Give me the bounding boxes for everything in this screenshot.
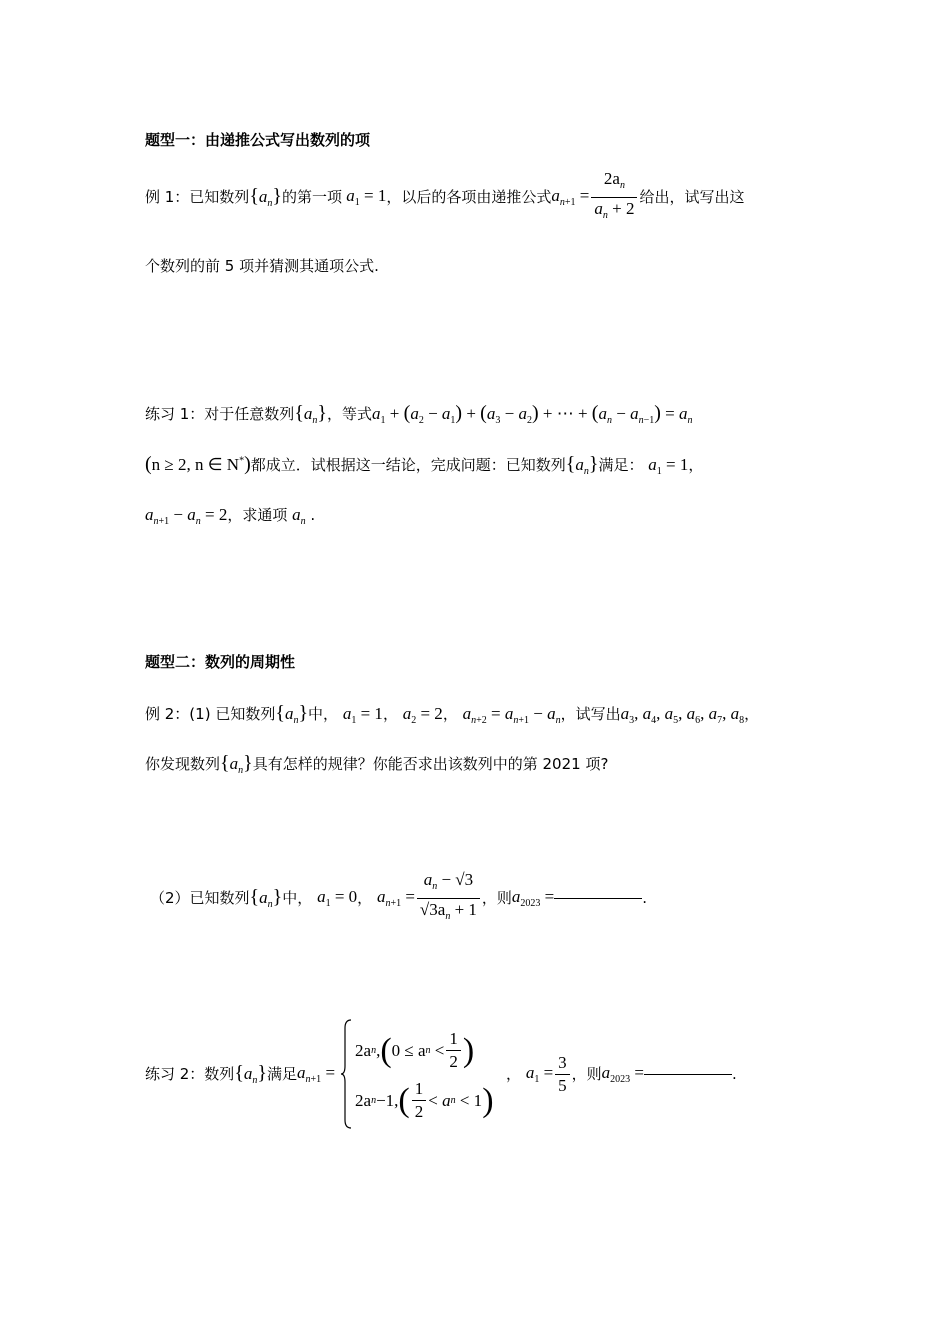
a2023: $a_{2023}$ = bbox=[511, 886, 555, 909]
part2-prefix: （2）已知数列 bbox=[150, 888, 250, 907]
example2-prefix: 例 2：(1) 已知数列 bbox=[145, 705, 276, 723]
a2-eq: $a_2 = 2$ bbox=[402, 704, 443, 726]
recurrence-fraction: $\frac{a_n - √3}{√3a_n + 1}$ bbox=[417, 869, 480, 928]
example2-line2: 你发现数列$\{a_n\}$具有怎样的规律？你能否求出该数列中的第 2021 项? bbox=[145, 752, 609, 776]
example1-first-term-text: 的第一项 bbox=[282, 187, 343, 206]
a1-fraction: $\frac{3}{5}$ bbox=[555, 1052, 570, 1097]
example2-line1: 例 2：(1) 已知数列$\{a_n\}$中， $a_1 = 1$， $a_2 = 2$， $a_{n+2} = a_{n+1} - a_n$，试写出$a_3$, $a_4$, $a_5$, $a_6$, $a_7$, $a_8$， bbox=[145, 702, 760, 726]
practice1-prefix: 练习 1：对于任意数列 bbox=[145, 405, 295, 423]
practice2-prefix: 练习 2：数列 bbox=[145, 1064, 235, 1083]
recurrence-fraction: $\frac{2a_n}{a_n + 2}$ bbox=[591, 168, 637, 227]
seq-braces: $\{a_n\}$ bbox=[234, 1061, 268, 1086]
telescoping-identity: $a_1 + (a_2 - a_1) + (a_3 - a_2)$ + ⋯ + $(a_n - a_{n-1}) = a_n$ bbox=[372, 402, 693, 426]
piecewise-lhs: $a_{n+1}$ = bbox=[297, 1062, 336, 1085]
seq-braces: $\{a_n\}$ bbox=[294, 402, 328, 426]
practice1-eq-text: ，等式 bbox=[327, 405, 373, 423]
recurrence-lhs: $a_{n+1}$ = bbox=[551, 185, 590, 208]
terms-list: $a_3$, $a_4$, $a_5$, $a_6$, $a_7$, $a_8$ bbox=[620, 704, 745, 726]
piecewise-definition bbox=[341, 1018, 506, 1130]
section2-title: 题型二：数列的周期性 bbox=[145, 653, 296, 671]
practice2: 练习 2：数列 $\{a_n\}$ 满足 $a_{n+1}$ = 2a n , ( 0 ≤ a n < $\frac{1}{2}$ ) 2a n −1, ( $\frac{1}{2}$ < a n < 1 ) ， $a_1$ = $\frac{3}{5}$ ，则 $a_{2023}$ = . bbox=[145, 1018, 737, 1130]
seq-braces: $\{a_n\}$ bbox=[249, 885, 283, 910]
practice1-line1 bbox=[145, 403, 692, 426]
seq-braces: $\{a_n\}$ bbox=[565, 453, 599, 477]
practice1-line2-text: 都成立．试根据这一结论，完成问题：已知数列 bbox=[250, 456, 566, 474]
example1-line1 bbox=[145, 168, 745, 222]
recurrence-lhs: $a_{n+1}$ = bbox=[376, 886, 415, 909]
condition: (n ≥ 2, n ∈ N*) bbox=[145, 453, 251, 475]
a1-eq: $a_1 = 0$ bbox=[317, 886, 358, 909]
practice1-line2-tail: 满足： bbox=[598, 456, 644, 474]
answer-blank bbox=[554, 898, 642, 899]
seq-braces: $\{a_n\}$ bbox=[220, 752, 253, 776]
a1-eq: $a_1 = 1$ bbox=[342, 704, 383, 726]
recurrence: $a_{n+2} = a_{n+1} - a_n$ bbox=[462, 704, 561, 726]
example1-mid-text: ，以后的各项由递推公式 bbox=[386, 187, 552, 206]
example1-prefix: 例 1：已知数列 bbox=[145, 187, 250, 206]
seq-braces: $\{a_n\}$ bbox=[249, 184, 283, 209]
practice1-line3-text: ，求通项 bbox=[227, 506, 288, 524]
practice1-line3: $a_{n+1} - a_n = 2$，求通项 $a_n$ . bbox=[145, 505, 316, 527]
a1-eq: $a_1 = 1$ bbox=[346, 185, 387, 208]
a2023: $a_{2023}$ = bbox=[601, 1062, 645, 1085]
case-1: 2a n , ( 0 ≤ a n < $\frac{1}{2}$ ) bbox=[355, 1029, 475, 1071]
example2-part2: （2）已知数列 $\{a_n\}$ 中， $a_1 = 0$ ， $a_{n+1}$ = $\frac{a_n - √3}{√3a_n + 1}$ ，则 $a_{2023}$ = . bbox=[150, 872, 647, 924]
section1-title: 题型一：由递推公式写出数列的项 bbox=[145, 131, 371, 149]
a1-eq: $a_1$ = bbox=[525, 1062, 554, 1085]
practice1-line2: (n ≥ 2, n ∈ N*)都成立．试根据这一结论，完成问题：已知数列$\{a_n\}$满足： $a_1 = 1$， bbox=[145, 453, 704, 477]
a1-eq: $a_1 = 1$ bbox=[648, 455, 689, 477]
difference-eq: $a_{n+1} - a_n = 2$ bbox=[145, 505, 228, 527]
example1-end-text: 给出，试写出这 bbox=[639, 187, 745, 206]
seq-braces: $\{a_n\}$ bbox=[275, 702, 309, 726]
example1-line2: 个数列的前 5 项并猜测其通项公式. bbox=[145, 257, 379, 275]
case-2: 2a n −1, ( $\frac{1}{2}$ < a n < 1 ) bbox=[355, 1079, 494, 1121]
answer-blank bbox=[644, 1074, 732, 1075]
left-brace-icon bbox=[341, 1018, 353, 1130]
